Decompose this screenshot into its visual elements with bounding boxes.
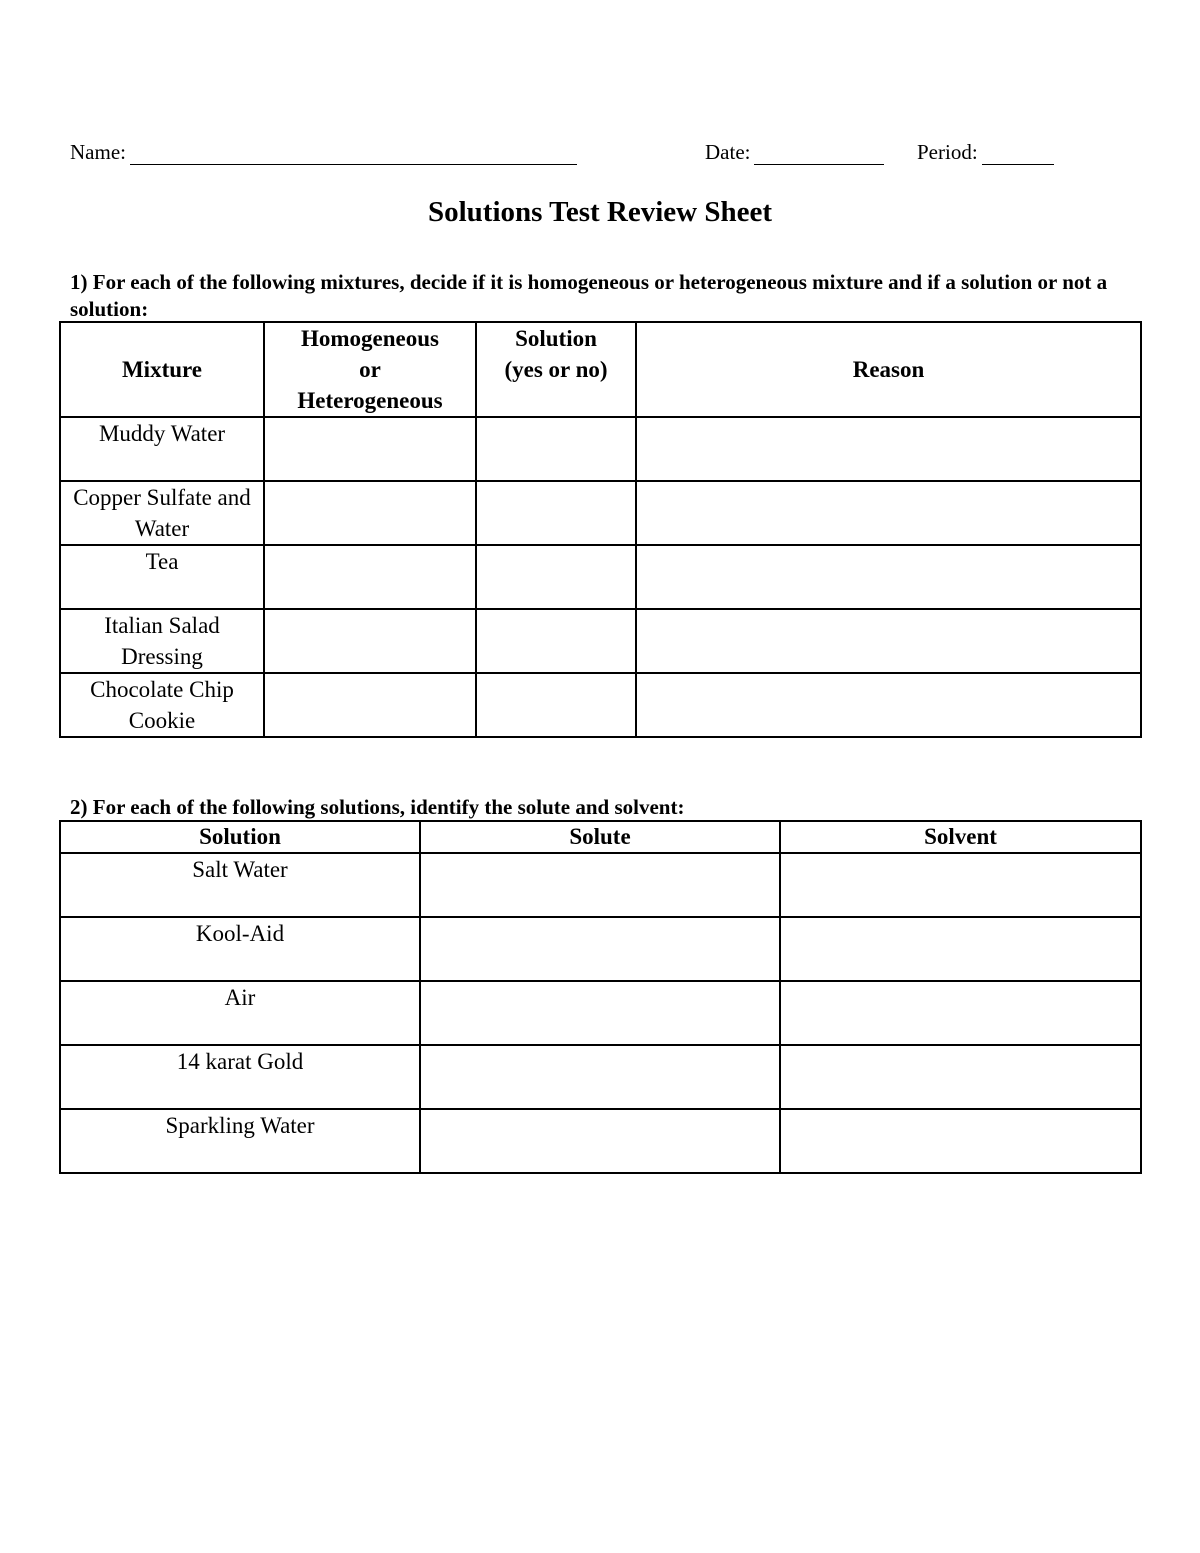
mixture-cell: Copper Sulfate and Water	[60, 481, 264, 545]
table-header-row	[60, 821, 1141, 853]
question-1-prompt: 1) For each of the following mixtures, decide if it is homogeneous or heterogeneous mixture and if a solution or not a solution:	[70, 270, 1108, 321]
page-title: Solutions Test Review Sheet	[427, 196, 772, 228]
column-header-solution: Solution	[60, 821, 420, 853]
period-blank-line[interactable]	[982, 142, 1054, 165]
date-field-group	[705, 140, 884, 165]
reason-answer-cell[interactable]	[636, 673, 1141, 737]
solvent-answer-cell[interactable]	[780, 853, 1141, 917]
table-header-row	[60, 322, 1141, 417]
mixtures-table	[59, 321, 1142, 738]
solute-answer-cell[interactable]	[420, 917, 780, 981]
column-header-solution: Solution (yes or no)	[476, 322, 636, 417]
table-row	[60, 1109, 1141, 1173]
date-label: Date:	[705, 140, 751, 164]
column-header-solute: Solute	[420, 821, 780, 853]
solution-cell: Kool-Aid	[60, 917, 420, 981]
solvent-answer-cell[interactable]	[780, 1109, 1141, 1173]
homogeneity-answer-cell[interactable]	[264, 417, 476, 481]
reason-answer-cell[interactable]	[636, 545, 1141, 609]
solution-cell: Air	[60, 981, 420, 1045]
reason-answer-cell[interactable]	[636, 609, 1141, 673]
student-info-line	[70, 140, 1070, 174]
solution-answer-cell[interactable]	[476, 545, 636, 609]
question-2-prompt: 2) For each of the following solutions, identify the solute and solvent:	[70, 795, 685, 819]
column-header-solvent: Solvent	[780, 821, 1141, 853]
period-field-group	[917, 140, 1054, 165]
solution-answer-cell[interactable]	[476, 417, 636, 481]
name-label: Name:	[70, 140, 126, 164]
mixture-cell: Muddy Water	[60, 417, 264, 481]
mixture-cell: Italian Salad Dressing	[60, 609, 264, 673]
period-label: Period:	[917, 140, 978, 164]
solute-answer-cell[interactable]	[420, 1109, 780, 1173]
table-row	[60, 545, 1141, 609]
solvent-answer-cell[interactable]	[780, 981, 1141, 1045]
table-row	[60, 481, 1141, 545]
solution-cell: 14 karat Gold	[60, 1045, 420, 1109]
solvent-answer-cell[interactable]	[780, 1045, 1141, 1109]
solute-answer-cell[interactable]	[420, 1045, 780, 1109]
column-header-mixture: Mixture	[60, 322, 264, 417]
solute-answer-cell[interactable]	[420, 853, 780, 917]
solution-answer-cell[interactable]	[476, 481, 636, 545]
homogeneity-answer-cell[interactable]	[264, 545, 476, 609]
solution-answer-cell[interactable]	[476, 609, 636, 673]
reason-answer-cell[interactable]	[636, 481, 1141, 545]
reason-answer-cell[interactable]	[636, 417, 1141, 481]
column-header-homogeneity: Homogeneous or Heterogeneous	[264, 322, 476, 417]
solution-cell: Sparkling Water	[60, 1109, 420, 1173]
homogeneity-answer-cell[interactable]	[264, 673, 476, 737]
table-row	[60, 1045, 1141, 1109]
solute-solvent-table	[59, 820, 1142, 1174]
table-row	[60, 609, 1141, 673]
date-blank-line[interactable]	[754, 142, 884, 165]
table-row	[60, 673, 1141, 737]
table-row	[60, 417, 1141, 481]
table-row	[60, 981, 1141, 1045]
mixture-cell: Chocolate Chip Cookie	[60, 673, 264, 737]
name-field-group	[70, 140, 577, 165]
solution-cell: Salt Water	[60, 853, 420, 917]
solution-answer-cell[interactable]	[476, 673, 636, 737]
table-row	[60, 853, 1141, 917]
table-row	[60, 917, 1141, 981]
column-header-reason: Reason	[636, 322, 1141, 417]
mixture-cell: Tea	[60, 545, 264, 609]
solvent-answer-cell[interactable]	[780, 917, 1141, 981]
homogeneity-answer-cell[interactable]	[264, 609, 476, 673]
name-blank-line[interactable]	[130, 142, 577, 165]
solute-answer-cell[interactable]	[420, 981, 780, 1045]
homogeneity-answer-cell[interactable]	[264, 481, 476, 545]
